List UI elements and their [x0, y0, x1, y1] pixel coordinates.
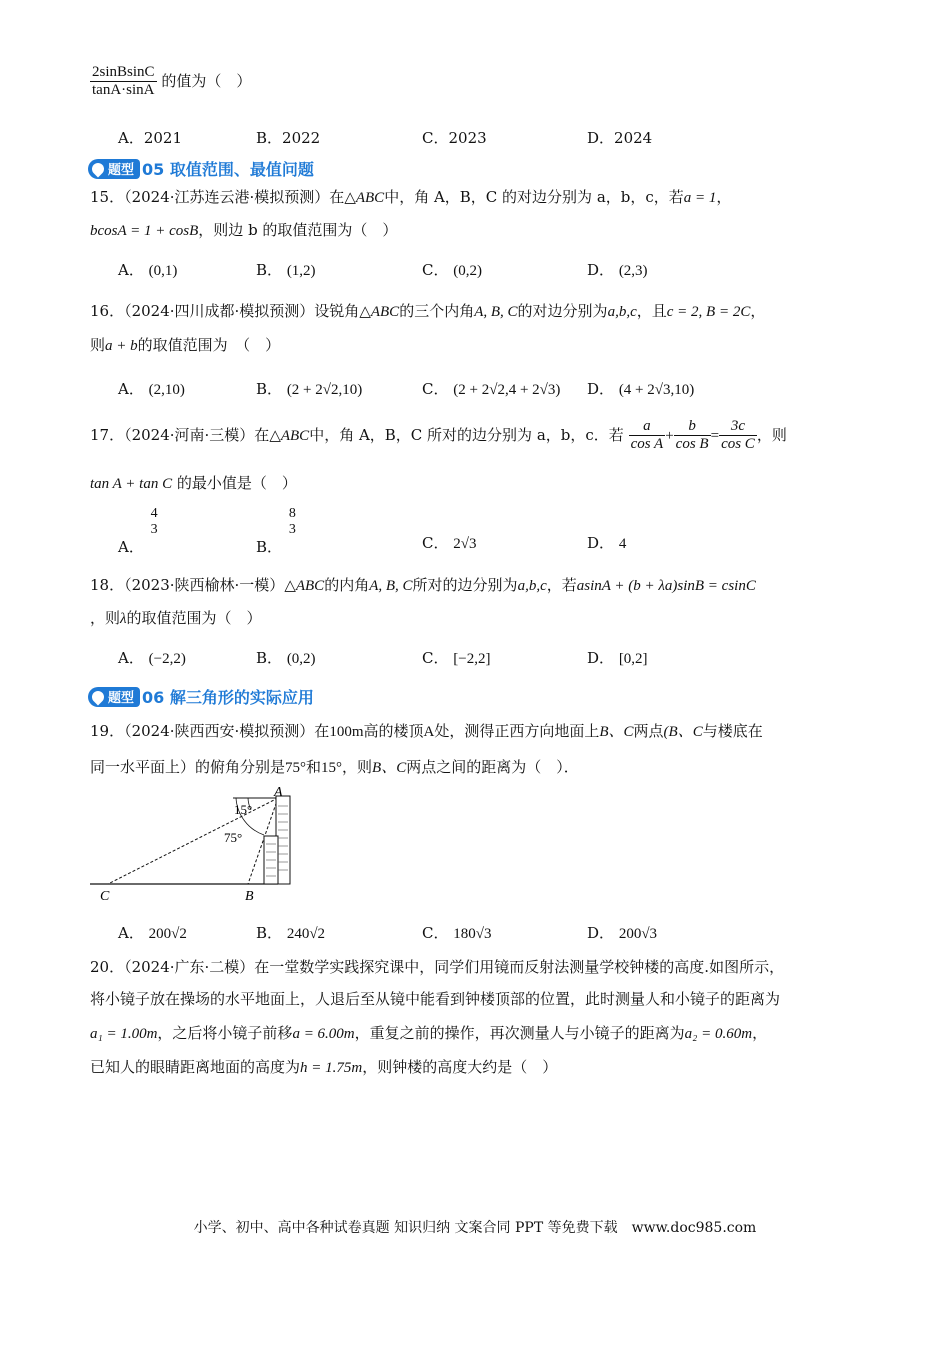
option-a: A．2021: [118, 129, 183, 147]
option-a: A． (0,1): [118, 261, 178, 279]
q19-line1: 19．（2024·陕西西安·模拟预测）在100m高的楼顶A处，测得正西方向地面上B、C两点(B、C与楼底在: [90, 722, 763, 740]
q16-line1: 16．（2024·四川成都·模拟预测）设锐角△ABC的三个内角A, B, C的对边分别为a,b,c，且c = 2, B = 2C，: [90, 302, 766, 320]
q15-line1: 15．（2024·江苏连云港·模拟预测）在△ABC中，角 A，B，C 的对边分别为 a，b，c，若a = 1，: [90, 188, 732, 206]
pin-icon: [90, 160, 107, 177]
option-b: B． (0,2): [256, 649, 316, 667]
point-label-b: B: [245, 889, 254, 904]
option-b: B． (2 + 2√2,10): [256, 380, 363, 398]
option-a: A． (−2,2): [118, 649, 186, 667]
option-d: D． (4 + 2√3,10): [587, 380, 695, 398]
option-c: C． (0,2): [422, 261, 483, 279]
option-c: C． (2 + 2√2,4 + 2√3): [422, 380, 561, 398]
q20-line4: 已知人的眼睛距离地面的高度为h = 1.75m，则钟楼的高度大约是（ ）: [90, 1058, 558, 1076]
option-d: D． [0,2]: [587, 649, 648, 667]
section-badge: 题型: [88, 687, 140, 707]
section-heading-06: 题型 06 解三角形的实际应用: [88, 685, 314, 708]
option-c: C． 180√3: [422, 924, 492, 942]
point-label-c: C: [100, 889, 110, 904]
pin-icon: [90, 688, 107, 705]
q20-line2: 将小镜子放在操场的水平地面上，人退后至从镜中能看到钟楼顶部的位置，此时测量人和小镜子的距离为: [90, 990, 781, 1008]
option-d: D． (2,3): [587, 261, 648, 279]
q19-line2: 同一水平面上）的俯角分别是75°和15°，则B、C两点之间的距离为（ ）．: [90, 758, 579, 776]
q14-fraction: $\frac{\text{2sinBsinC}}{\tan A\cdot\sin A}$ 的值为（ ）: [92, 64, 252, 99]
option-b: B．2022: [256, 129, 321, 147]
option-c: C．2023: [422, 129, 487, 147]
option-b: B． 240√2: [256, 924, 326, 942]
fraction: $\frac{a}{\text{cos A}}$: [630, 418, 664, 453]
point-label-a: A: [274, 786, 283, 800]
option-b: B． 8 3: [256, 506, 296, 557]
angle-label-75: 75°: [224, 830, 243, 845]
fraction: $\frac{3c}{\text{cos C}}$: [721, 418, 755, 453]
angle-label-15: 15°: [234, 802, 253, 817]
q20-line1: 20．（2024·广东·二模）在一堂数学实践探究课中，同学们用镜而反射法测量学校钟楼的高度.如图所示，: [90, 958, 785, 976]
option-c: C． [−2,2]: [422, 649, 491, 667]
option-d: D．2024: [587, 129, 653, 147]
q20-line3: a₁ = 1.00m，之后将小镜子前移a = 6.00m，重复之前的操作，再次测量人与小镜子的距离为a₂ = 0.60m，: [90, 1024, 768, 1042]
q18-line2: ，则λ的取值范围为（ ）: [90, 609, 262, 627]
q18-line1: 18．（2023·陕西榆林·一模）△ABC的内角A, B, C所对的边分别为a,b,c，若asinA + (b + λa)sinB = csinC: [90, 576, 756, 594]
option-a: A． (2,10): [118, 380, 185, 398]
option-c: C． 2√3: [422, 534, 477, 552]
fraction: $\frac{b}{\text{cos B}}$: [675, 418, 709, 453]
q15-line2: bcosA = 1 + cosB，则边 b 的取值范围为（ ）: [90, 221, 398, 239]
option-d: D． 200√3: [587, 924, 658, 942]
q16-line2: 则a + b的取值范围为 （ ）: [90, 336, 281, 354]
option-a: A． 4 3: [118, 506, 158, 557]
page-footer: 小学、初中、高中各种试卷真题 知识归纳 文案合同 PPT 等免费下载 www.doc985.com: [193, 1220, 757, 1236]
q17-line1: 17．（2024·河南·三模）在△ABC中，角 A，B，C 所对的边分别为 a，b，c．若 $\frac{a}{\text{cos A}}$ + $\frac{b}{\text{cos B}}$ = $\frac{3c}{\text{cos C}}$ ，则: [90, 418, 787, 453]
section-heading-05: 题型 05 取值范围、最值问题: [88, 157, 314, 180]
q14-text: 的值为（ ）: [161, 71, 252, 90]
q19-figure: [88, 786, 308, 906]
option-d: D． 4: [587, 534, 627, 552]
option-a: A． 200√2: [118, 924, 187, 942]
option-b: B． (1,2): [256, 261, 316, 279]
q17-line2: tan A + tan C 的最小值是（ ）: [90, 474, 297, 492]
section-badge: 题型: [88, 159, 140, 179]
